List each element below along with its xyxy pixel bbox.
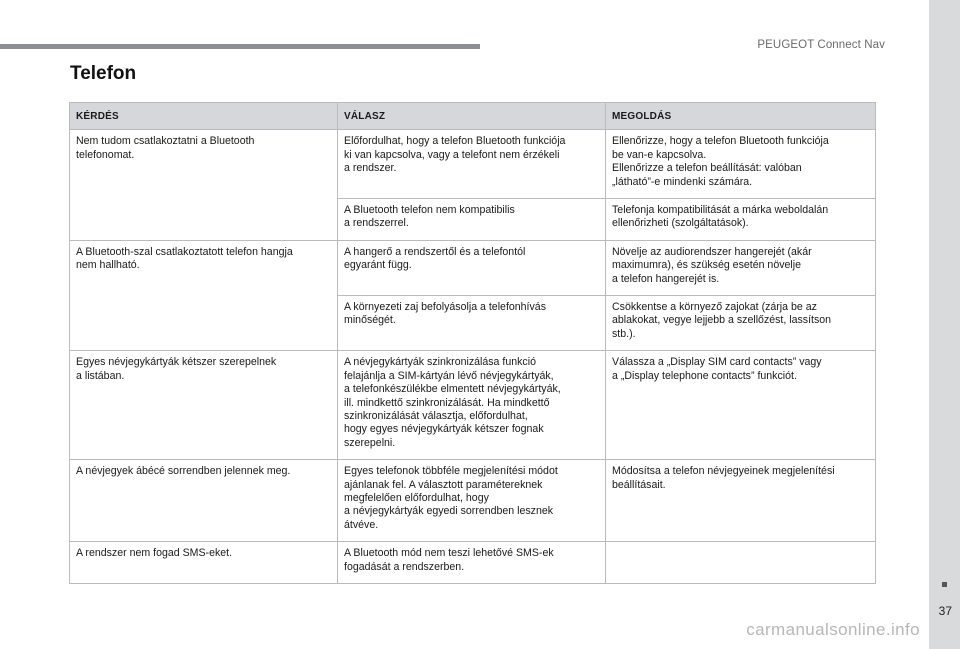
question-cell: A Bluetooth-szal csatlakoztatott telefon hangja nem hallható.	[70, 240, 338, 350]
page-sidebar	[929, 0, 960, 649]
solution-cell: Telefonja kompatibilitását a márka weboldalán ellenőrizheti (szolgáltatások).	[606, 199, 876, 241]
table-row	[70, 351, 876, 460]
question-cell: Egyes névjegykártyák kétszer szerepelnek a listában.	[70, 351, 338, 460]
table-row	[70, 542, 876, 584]
answer-cell: A Bluetooth telefon nem kompatibilis a rendszerrel.	[338, 199, 606, 241]
solution-cell	[606, 542, 876, 584]
question-cell: Nem tudom csatlakoztatni a Bluetooth telefonomat.	[70, 130, 338, 240]
solution-cell: Módosítsa a telefon névjegyeinek megjelenítési beállításait.	[606, 460, 876, 542]
answer-cell: A Bluetooth mód nem teszi lehetővé SMS-ek fogadását a rendszerben.	[338, 542, 606, 584]
column-header-question: KÉRDÉS	[70, 103, 338, 130]
table-row	[70, 460, 876, 542]
solution-cell: Növelje az audiorendszer hangerejét (akár maximumra), és szükség esetén növelje a telefon hangerejét is.	[606, 240, 876, 295]
answer-cell: A hangerő a rendszertől és a telefontól egyaránt függ.	[338, 240, 606, 295]
page-number: 37	[938, 604, 952, 618]
watermark: carmanualsonline.info	[746, 620, 920, 639]
answer-cell: Egyes telefonok többféle megjelenítési módot ajánlanak fel. A választott paramétereknek megfelelően előfordulhat, hogy a névjegykártyák egyedi sorrendben lesznek átvéve.	[338, 460, 606, 542]
answer-cell: A környezeti zaj befolyásolja a telefonhívás minőségét.	[338, 296, 606, 351]
answer-cell: Előfordulhat, hogy a telefon Bluetooth funkciója ki van kapcsolva, vagy a telefont nem érzékeli a rendszer.	[338, 130, 606, 199]
table-row	[70, 240, 876, 295]
solution-cell: Válassza a „Display SIM card contacts” vagy a „Display telephone contacts” funkciót.	[606, 351, 876, 460]
table-row	[70, 130, 876, 199]
solution-cell: Csökkentse a környező zajokat (zárja be az ablakokat, vegye lejjebb a szellőzést, lassítson stb.).	[606, 296, 876, 351]
header-rule	[0, 44, 480, 49]
answer-cell: A névjegykártyák szinkronizálása funkció felajánlja a SIM-kártyán lévő névjegykártyák, a telefonkészülékbe elmentett névjegykártyák, ill. mindkettő szinkronizálását. Ha mindkettő szinkronizálását választja, előfordulhat, hogy egyes névjegykártyák kétszer fognak szerepelni.	[338, 351, 606, 460]
page-title: Telefon	[70, 63, 137, 84]
page-marker	[942, 582, 947, 587]
solution-cell: Ellenőrizze, hogy a telefon Bluetooth funkciója be van-e kapcsolva. Ellenőrizze a telefon beállítását: valóban „látható”-e mindenki számára.	[606, 130, 876, 199]
faq-table	[69, 102, 876, 584]
column-header-answer: VÁLASZ	[338, 103, 606, 130]
brand-label: PEUGEOT Connect Nav	[757, 39, 885, 51]
question-cell: A rendszer nem fogad SMS-eket.	[70, 542, 338, 584]
table-header-row	[70, 103, 876, 130]
question-cell: A névjegyek ábécé sorrendben jelennek meg.	[70, 460, 338, 542]
column-header-solution: MEGOLDÁS	[606, 103, 876, 130]
